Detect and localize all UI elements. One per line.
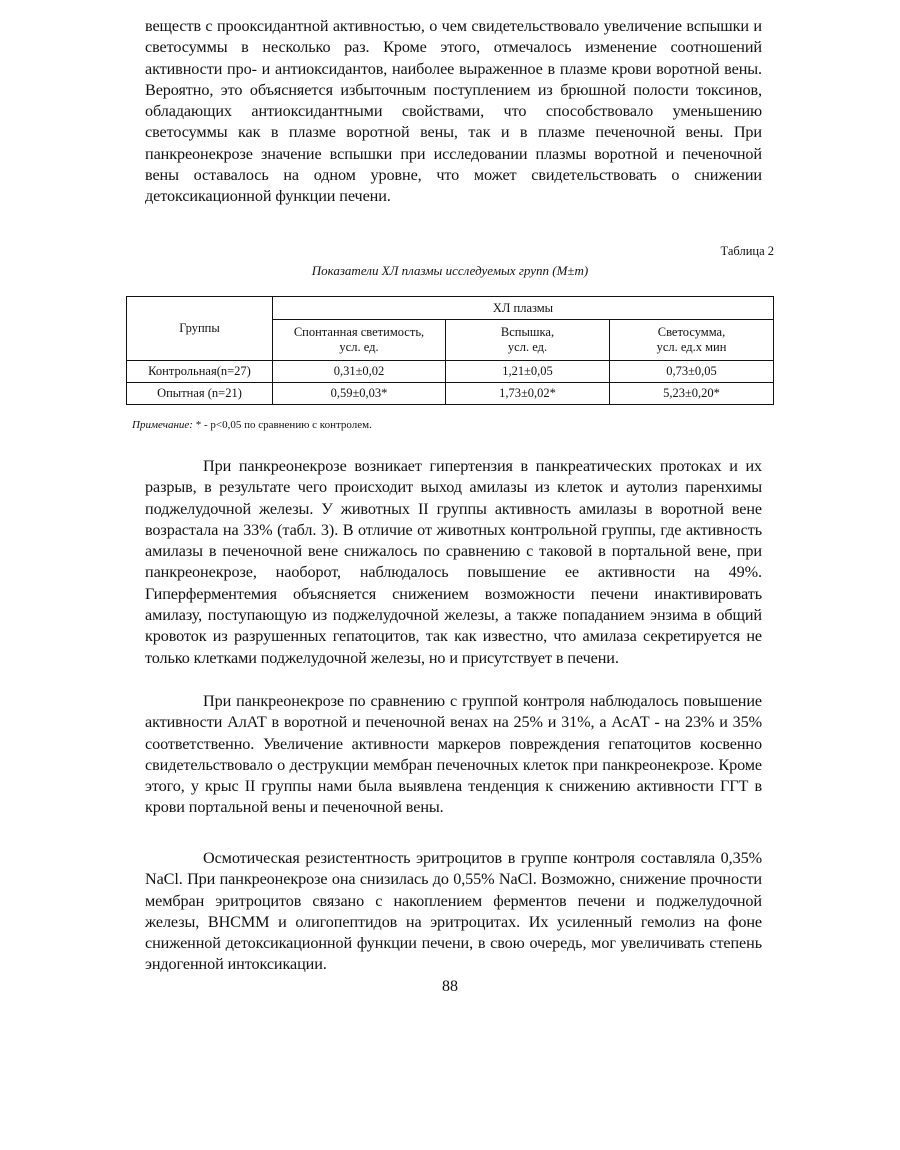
note-text: * - р<0,05 по сравнению с контролем. bbox=[192, 419, 372, 431]
cell-value: 5,23±0,20* bbox=[610, 383, 774, 405]
note-label: Примечание: bbox=[132, 419, 193, 431]
header-plasma-cl: ХЛ плазмы bbox=[273, 297, 774, 320]
paragraph-transaminases: При панкреонекрозе по сравнению с группой контроля наблюдалось повышение активности АлАТ в воротной и печеночной венах на 25% и 31%, а АсАТ - на 23% и 35% соответственно. Увеличение активности маркеров повреждения гепатоцитов косвенно свидетельствовало о деструкции мембран печеночных клеток при панкреонекрозе. Кроме этого, у крыс II группы нами была выявлена тенденция к снижению активности ГГТ в крови портальной вены и печеночной вены. bbox=[145, 692, 762, 817]
table-row bbox=[127, 383, 774, 405]
table-row bbox=[127, 361, 774, 383]
page-number: 88 bbox=[442, 978, 458, 995]
cell-value: 0,31±0,02 bbox=[273, 361, 446, 383]
paragraph-oxidant-activity: веществ с прооксидантной активностью, о чем свидетельствовало увеличение вспышки и светосуммы в несколько раз. Кроме этого, отмечалось изменение соотношений активности про- и антиоксидантов, наиболее выраженное в плазме крови воротной вены. Вероятно, это объясняется избыточным поступлением из брюшной полости токсинов, обладающих антиоксидантными свойствами, что способствовало уменьшению светосуммы как в плазме воротной вены, так и в плазме печеночной вены. При панкреонекрозе значение вспышки при исследовании плазмы воротной и печеночной вены оставалось на одном уровне, что может свидетельствовать о снижении детоксикационной функции печени. bbox=[145, 17, 762, 206]
table-number: Таблица 2 bbox=[720, 244, 774, 258]
paragraph-amylase: При панкреонекрозе возникает гипертензия в панкреатических протоках и их разрыв, в результате чего происходит выход амилазы из клеток и аутолиз паренхимы поджелудочной железы. У животных II группы активность амилазы в воротной вене возрастала на 33% (табл. 3). В отличие от животных контрольной группы, где активность амилазы в печеночной вене снижалось по сравнению с таковой в портальной вене, при панкреонекрозе, наоборот, наблюдалось повышение ее активности на 49%. Гиперферментемия объясняется снижением возможности печени инактивировать амилазу, поступающую из поджелудочной железы, а также попаданием энзима в общий кровоток из разрушенных гепатоцитов, так как известно, что амилаза секретируется не только клетками поджелудочной железы, но и присутствует в печени. bbox=[145, 457, 762, 667]
table-note bbox=[132, 419, 372, 431]
cell-group: Контрольная(n=27) bbox=[127, 361, 273, 383]
cell-value: 1,21±0,05 bbox=[446, 361, 610, 383]
header-flash: Вспышка, усл. ед. bbox=[446, 320, 610, 361]
cell-value: 1,73±0,02* bbox=[446, 383, 610, 405]
cell-value: 0,73±0,05 bbox=[610, 361, 774, 383]
paragraph-osmotic-resistance: Осмотическая резистентность эритроцитов в группе контроля составляла 0,35% NaCl. При панкреонекрозе она снизилась до 0,55% NaCl. Возможно, снижение прочности мембран эритроцитов связано с накоплением ферментов печени и поджелудочной железы, ВНСММ и олигопептидов на эритроцитах. Их усиленный гемолиз на фоне сниженной детоксикационной функции печени, в свою очередь, мог увеличивать степень эндогенной интоксикации. bbox=[145, 849, 762, 974]
header-light-sum: Светосумма, усл. ед.х мин bbox=[610, 320, 774, 361]
header-groups: Группы bbox=[127, 297, 273, 361]
table-title: Показатели ХЛ плазмы исследуемых групп (M±m) bbox=[311, 263, 589, 278]
header-spontaneous-luminosity: Спонтанная светимость, усл. ед. bbox=[273, 320, 446, 361]
cell-group: Опытная (n=21) bbox=[127, 383, 273, 405]
chemiluminescence-table bbox=[126, 296, 774, 405]
cell-value: 0,59±0,03* bbox=[273, 383, 446, 405]
